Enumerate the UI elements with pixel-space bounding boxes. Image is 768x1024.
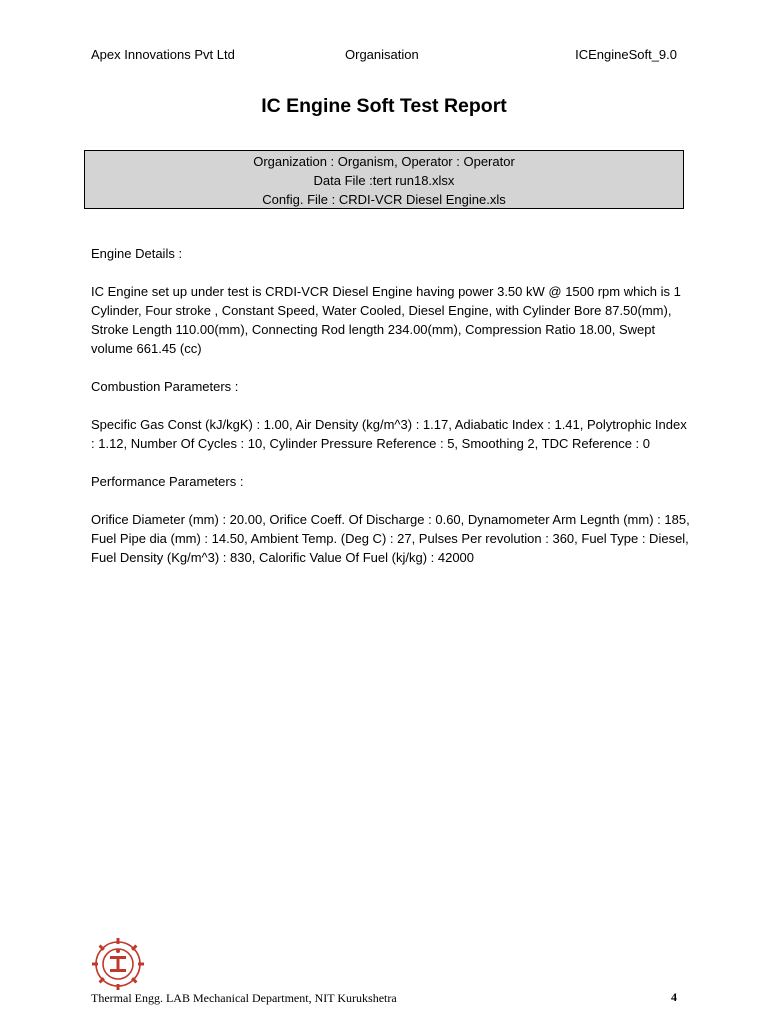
header-company: Apex Innovations Pvt Ltd (91, 47, 235, 62)
page-number: 4 (671, 990, 677, 1004)
performance-parameters-text: Orifice Diameter (mm) : 20.00, Orifice Coeff. Of Discharge : 0.60, Dynamometer Arm Legnth (mm) : 185, Fuel Pipe dia (mm) : 14.50, Ambient Temp. (Deg C) : 27, Pulses Per revolution : 360, Fuel Type : Diesel, Fuel Density (Kg/m^3) : 830, Calorific Value Of Fuel (kj/kg) : 42000 (91, 512, 690, 565)
nit-kurukshetra-emblem-icon (90, 936, 146, 992)
report-content (91, 244, 691, 586)
report-info-box (84, 150, 684, 209)
info-data-file: Data File :tert run18.xlsx (313, 173, 455, 188)
header-software: ICEngineSoft_9.0 (575, 47, 677, 62)
engine-details-text: IC Engine set up under test is CRDI-VCR Diesel Engine having power 3.50 kW @ 1500 rpm which is 1 Cylinder, Four stroke , Constant Speed, Water Cooled, Diesel Engine, with Cylinder Bore 87.50(mm), Stroke Length 110.00(mm), Connecting Rod length 234.00(mm), Compression Ratio 18.00, Swept volume 661.45 (cc) (91, 284, 681, 356)
footer-department: Thermal Engg. LAB Mechanical Department, NIT Kurukshetra (91, 991, 397, 1005)
performance-parameters-heading: Performance Parameters : (91, 474, 244, 489)
info-config-file: Config. File : CRDI-VCR Diesel Engine.xls (262, 192, 506, 207)
engine-details-heading: Engine Details : (91, 246, 183, 261)
info-organization: Organization : Organism, Operator : Operator (253, 154, 515, 169)
report-title: IC Engine Soft Test Report (261, 95, 507, 117)
header-center: Organisation (345, 47, 419, 62)
page-header (91, 47, 677, 65)
combustion-parameters-text: Specific Gas Const (kJ/kgK) : 1.00, Air Density (kg/m^3) : 1.17, Adiabatic Index : 1.41, Polytrophic Index : 1.12, Number Of Cycles : 10, Cylinder Pressure Reference : 5, Smoothing 2, TDC Reference : 0 (91, 417, 687, 451)
combustion-parameters-heading: Combustion Parameters : (91, 379, 239, 394)
